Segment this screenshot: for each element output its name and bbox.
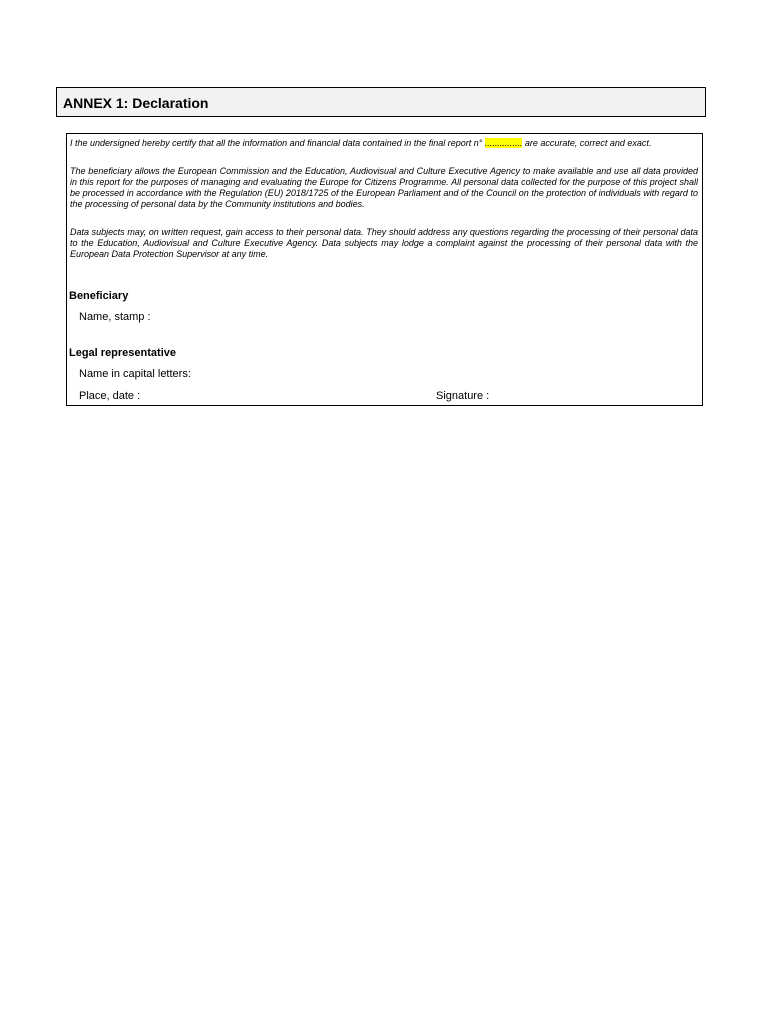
data-usage-paragraph: The beneficiary allows the European Commission and the Education, Audiovisual and Culture Executive Agency to make available and use all data provided in this report for the purposes of managing and evaluating the Europe for Citizens Programme. All personal data collected for the purpose of this project shall be processed in accordance with the Regulation (EU) 2018/1725 of the European Parliament and of the Council on the protection of individuals with regard to the processing of personal data by the Community institutions and bodies. xyxy=(70,166,698,209)
declaration-box xyxy=(66,133,703,406)
certification-paragraph xyxy=(70,138,698,149)
report-number-field[interactable]: ............... xyxy=(484,138,523,148)
name-capital-letters-label: Name in capital letters: xyxy=(79,368,191,380)
place-date-label: Place, date : xyxy=(79,390,141,402)
beneficiary-heading: Beneficiary xyxy=(69,290,129,302)
certification-text-start: I the undersigned hereby certify that all the information and financial data contained in the final report n° xyxy=(70,138,485,148)
data-subjects-paragraph: Data subjects may, on written request, gain access to their personal data. They should address any questions regarding the processing of their personal data to the Education, Audiovisual and Culture Executive Agency. Data subjects may lodge a complaint against the processing of their personal data with the European Data Protection Supervisor at any time. xyxy=(70,227,698,259)
legal-representative-heading: Legal representative xyxy=(69,347,176,359)
certification-text-end: are accurate, correct and exact. xyxy=(522,138,652,148)
annex-title-box xyxy=(56,87,706,117)
signature-label: Signature : xyxy=(436,390,490,402)
name-stamp-label: Name, stamp : xyxy=(79,311,151,323)
page-title: ANNEX 1: Declaration xyxy=(63,95,209,111)
